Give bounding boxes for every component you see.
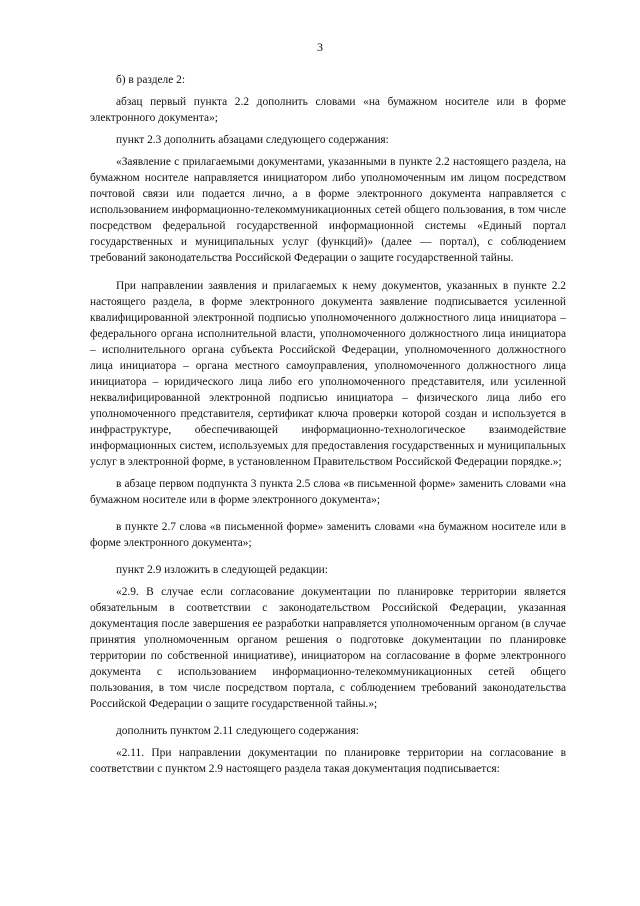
paragraph-amend-2-5: в абзаце первом подпункта 3 пункта 2.5 слова «в письменной форме» заменить словами «на бумажном носителе или в форме электронного документа»; [90, 478, 566, 506]
paragraph-amend-2-9-intro: пункт 2.9 изложить в следующей редакции: [116, 564, 328, 576]
paragraph-amend-2-2: абзац первый пункта 2.2 дополнить словами «на бумажном носителе или в форме электронного документа»; [90, 96, 566, 124]
paragraph-amend-2-3-intro: пункт 2.3 дополнить абзацами следующего содержания: [116, 134, 389, 146]
paragraph-amend-2-7: в пункте 2.7 слова «в письменной форме» заменить словами «на бумажном носителе или в форме электронного документа»; [90, 521, 566, 549]
paragraph-quote-electronic-signature: При направлении заявления и прилагаемых к нему документов, указанных в пункте 2.2 настоящего раздела, в форме электронного документа заявление подписывается усиленной квалифицированной электронной подписью уполномоченного должностного лица инициатора – федерального органа исполнительной власти, уполномоченного должностного лица инициатора – исполнительного органа субъекта Российской Федерации, уполномоченного должностного лица инициатора – органа местного самоуправления, уполномоченного должностного лица инициатора – юридического лица либо его уполномоченного представителя, или усиленной неквалифицированной электронной подписью инициатора – физического лица либо его уполномоченного представителя, сертификат ключа проверки которой создан и используется в инфраструктуре, обеспечивающей информационно-технологическое взаимодействие информационных систем, используемых для предоставления государственных и муниципальных услуг в электронной форме, в установленном Правительством Российской Федерации порядке.»; [90, 280, 566, 468]
paragraph-quote-2-9: «2.9. В случае если согласование документации по планировке территории является обязательным в соответствии с законодательством Российской Федерации, указанная документация после завершения ее разработки направляется уполномоченным органом (в случае принятия уполномоченным органом решения о подготовке документации по планировке территории по собственной инициативе), инициатором на согласование в форме электронного документа с использованием информационно-телекоммуникационных сетей общего пользования, в том числе посредством портала, с соблюдением требований законодательства Российской Федерации о защите государственной тайны.»; [90, 586, 566, 710]
paragraph-section-2-intro: б) в разделе 2: [116, 74, 186, 86]
paragraph-quote-application: «Заявление с прилагаемыми документами, указанными в пункте 2.2 настоящего раздела, на бумажном носителе направляется инициатором либо уполномоченным им лицом посредством почтовой связи или подается лично, а в форме электронного документа направляется с использованием информационно-телекоммуникационных сетей общего пользования, в том числе посредством федеральной государственной информационной системы «Единый портал государственных и муниципальных услуг (функций)» (далее — портал), с соблюдением требований законодательства Российской Федерации о защите государственной тайны. [90, 156, 566, 264]
document-body [90, 72, 566, 777]
page-number: 3 [317, 40, 323, 54]
paragraph-quote-2-11: «2.11. При направлении документации по планировке территории на согласование в соответствии с пунктом 2.9 настоящего раздела такая документация подписывается: [90, 747, 566, 775]
paragraph-add-2-11-intro: дополнить пунктом 2.11 следующего содержания: [116, 725, 359, 737]
